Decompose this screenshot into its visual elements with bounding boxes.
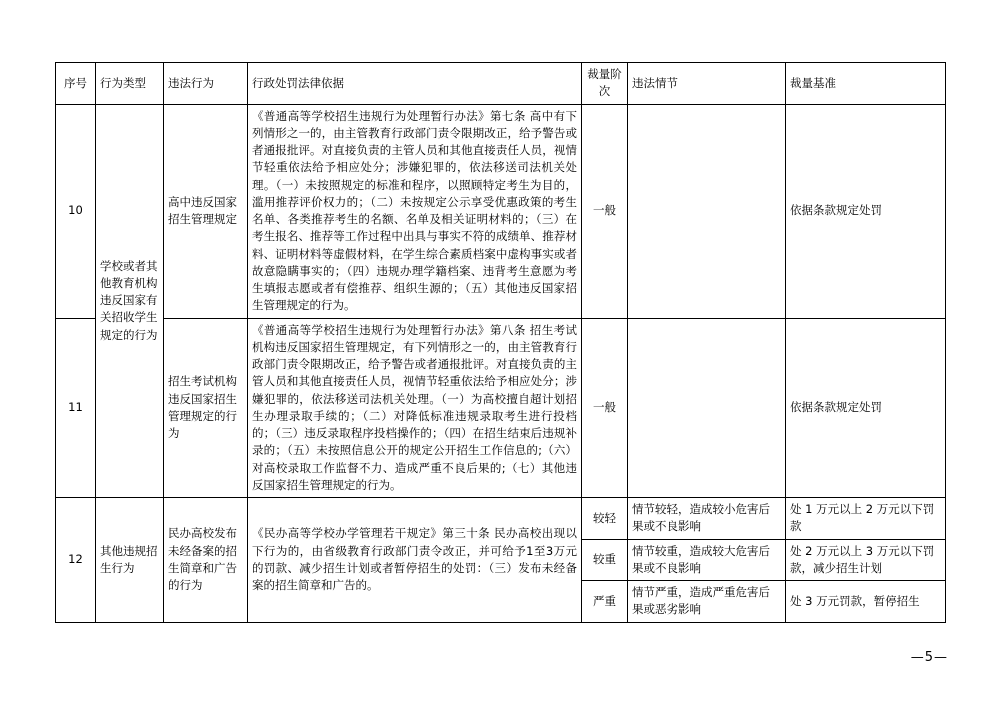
cell-level: 一般 <box>582 104 628 318</box>
cell-standard: 依据条款规定处罚 <box>786 318 946 498</box>
cell-standard: 依据条款规定处罚 <box>786 104 946 318</box>
penalty-discretion-table <box>55 62 946 623</box>
cell-standard: 处 2 万元以上 3 万元以下罚款，减少招生计划 <box>786 539 946 581</box>
column-header-type: 行为类型 <box>96 63 164 105</box>
column-header-standard: 裁量基准 <box>786 63 946 105</box>
cell-action: 高中违反国家招生管理规定 <box>164 104 248 318</box>
cell-type: 学校或者其他教育机构违反国家有关招收学生规定的行为 <box>96 104 164 498</box>
cell-action: 招生考试机构违反国家招生管理规定的行为 <box>164 318 248 498</box>
table-row <box>56 104 946 318</box>
cell-level: 严重 <box>582 581 628 623</box>
page-number: —5— <box>910 650 948 665</box>
column-header-level: 裁量阶次 <box>582 63 628 105</box>
cell-action: 民办高校发布未经备案的招生简章和广告的行为 <box>164 498 248 623</box>
cell-law: 《普通高等学校招生违规行为处理暂行办法》第七条 高中有下列情形之一的，由主管教育行政部门责令限期改正，给予警告或者通报批评。对直接负责的主管人员和其他直接责任人员，视情节轻重依法给予相应处分；涉嫌犯罪的，依法移送司法机关处理。（一）未按照规定的标准和程序，以照顾特定考生为目的，滥用推荐评价权力的；（二）未按规定公示享受优惠政策的考生名单、各类推荐考生的名额、名单及相关证明材料的；（三）在考生报名、推荐等工作过程中出具与事实不符的成绩单、推荐材料、证明材料等虚假材料，在学生综合素质档案中虚构事实或者故意隐瞒事实的；（四）违规办理学籍档案、违背考生意愿为考生填报志愿或者有偿推荐、组织生源的；（五）其他违反国家招生管理规定的行为。 <box>248 104 582 318</box>
column-header-seq: 序号 <box>56 63 96 105</box>
cell-law: 《民办高等学校办学管理若干规定》第三十条 民办高校出现以下行为的，由省级教育行政部门责令改正，并可给予1至3万元的罚款、减少招生计划或者暂停招生的处罚：（三）发布未经备案的招生简章和广告的。 <box>248 498 582 623</box>
cell-level: 较重 <box>582 539 628 581</box>
column-header-action: 违法行为 <box>164 63 248 105</box>
cell-level: 较轻 <box>582 498 628 540</box>
cell-case <box>628 104 786 318</box>
cell-case: 情节较重，造成较大危害后果或不良影响 <box>628 539 786 581</box>
table-body <box>56 104 946 622</box>
cell-case <box>628 318 786 498</box>
table-header-row <box>56 63 946 105</box>
cell-case: 情节严重，造成严重危害后果或恶劣影响 <box>628 581 786 623</box>
cell-case: 情节较轻，造成较小危害后果或不良影响 <box>628 498 786 540</box>
table-header <box>56 63 946 105</box>
column-header-case: 违法情节 <box>628 63 786 105</box>
table-row <box>56 318 946 498</box>
cell-type: 其他违规招生行为 <box>96 498 164 623</box>
column-header-law: 行政处罚法律依据 <box>248 63 582 105</box>
cell-standard: 处 3 万元罚款，暂停招生 <box>786 581 946 623</box>
cell-law: 《普通高等学校招生违规行为处理暂行办法》第八条 招生考试机构违反国家招生管理规定，有下列情形之一的，由主管教育行政部门责令限期改正，给予警告或者通报批评。对直接负责的主管人员和其他直接责任人员，视情节轻重依法给予相应处分；涉嫌犯罪的，依法移送司法机关处理。（一）为高校擅自超计划招生办理录取手续的；（二）对降低标准违规录取考生进行投档的；（三）违反录取程序投档操作的；（四）在招生结束后违规补录的；（五）未按照信息公开的规定公开招生工作信息的;（六）对高校录取工作监督不力、造成严重不良后果的;（七）其他违反国家招生管理规定的行为。 <box>248 318 582 498</box>
cell-standard: 处 1 万元以上 2 万元以下罚款 <box>786 498 946 540</box>
cell-seq: 10 <box>56 104 96 318</box>
cell-level: 一般 <box>582 318 628 498</box>
cell-seq: 12 <box>56 498 96 623</box>
table-row <box>56 498 946 540</box>
cell-seq: 11 <box>56 318 96 498</box>
